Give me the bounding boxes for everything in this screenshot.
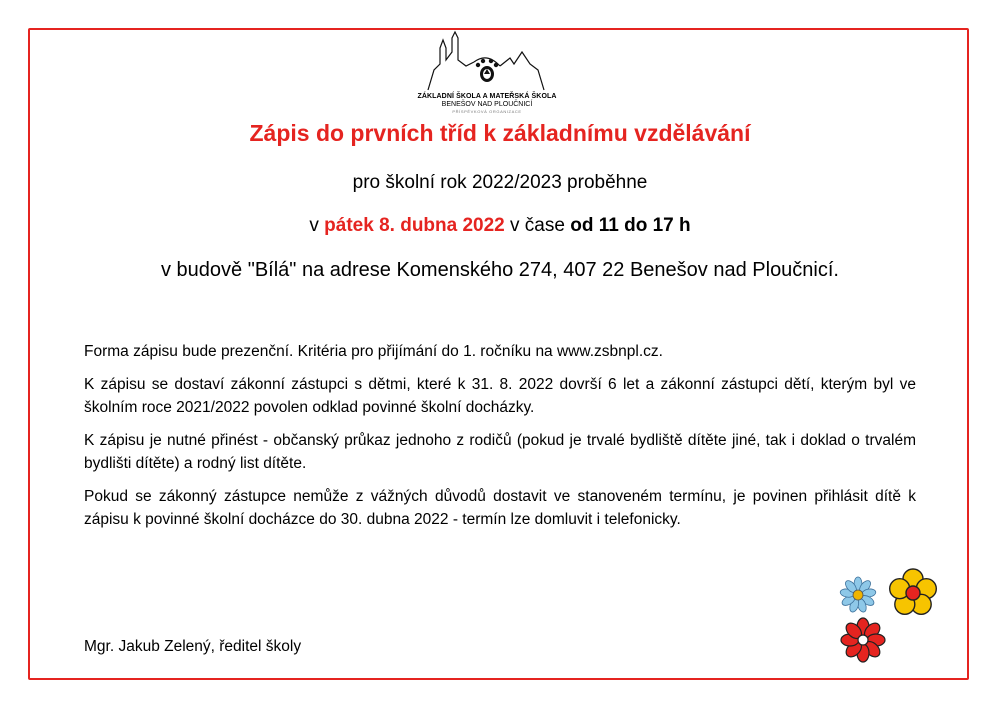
- signature: Mgr. Jakub Zelený, ředitel školy: [84, 638, 302, 655]
- school-logo-icon: [426, 30, 548, 92]
- yellow-flower-icon: [886, 566, 940, 620]
- paragraph-form: Forma zápisu bude prezenční. Kritéria pro přijímání do 1. ročníku na www.zsbnpl.cz.: [84, 343, 663, 360]
- date-time-line: [0, 215, 1000, 237]
- event-time: od 11 do 17 h: [570, 215, 691, 236]
- logo-school-name: ZÁKLADNÍ ŠKOLA A MATEŘSKÁ ŠKOLA: [417, 93, 557, 100]
- address-line: v budově "Bílá" na adrese Komenského 274, 407 22 Benešov nad Ploučnicí.: [161, 259, 839, 281]
- event-date: pátek 8. dubna 2022: [324, 215, 505, 236]
- red-flower-icon: [838, 615, 888, 665]
- paragraph-documents: K zápisu je nutné přinést - občanský průkaz jednoho z rodičů (pokud je trvalé bydliště dítěte jiné, tak i doklad o trvalém bydlišti dítěte) a rodný list dítěte.: [84, 432, 916, 472]
- date-prefix: v: [309, 215, 325, 236]
- blue-flower-icon: [838, 575, 878, 615]
- school-year-line: pro školní rok 2022/2023 proběhne: [352, 172, 648, 193]
- body-text: [84, 340, 916, 541]
- paragraph-who-attends: K zápisu se dostaví zákonní zástupci s dětmi, které k 31. 8. 2022 dovrší 6 let a zákonní zástupci dětí, kterým byl ve školním roce 2021/2022 povolen odklad povinné školní docházky.: [84, 376, 916, 416]
- date-middle-text: v čase: [504, 215, 571, 236]
- page-title: Zápis do prvních tříd k základnímu vzdělávání: [249, 120, 751, 146]
- logo-organization-type: PŘÍSPĚVKOVÁ ORGANIZACE: [452, 109, 522, 114]
- logo-town-name: BENEŠOV NAD PLOUČNICÍ: [441, 101, 533, 108]
- school-logo: [412, 30, 562, 122]
- paragraph-alternative-date: Pokud se zákonný zástupce nemůže z vážných důvodů dostavit ve stanoveném termínu, je povinen přihlásit dítě k zápisu k povinné školní docházce do 30. dubna 2022 - termín lze domluvit i telefonicky.: [84, 488, 916, 528]
